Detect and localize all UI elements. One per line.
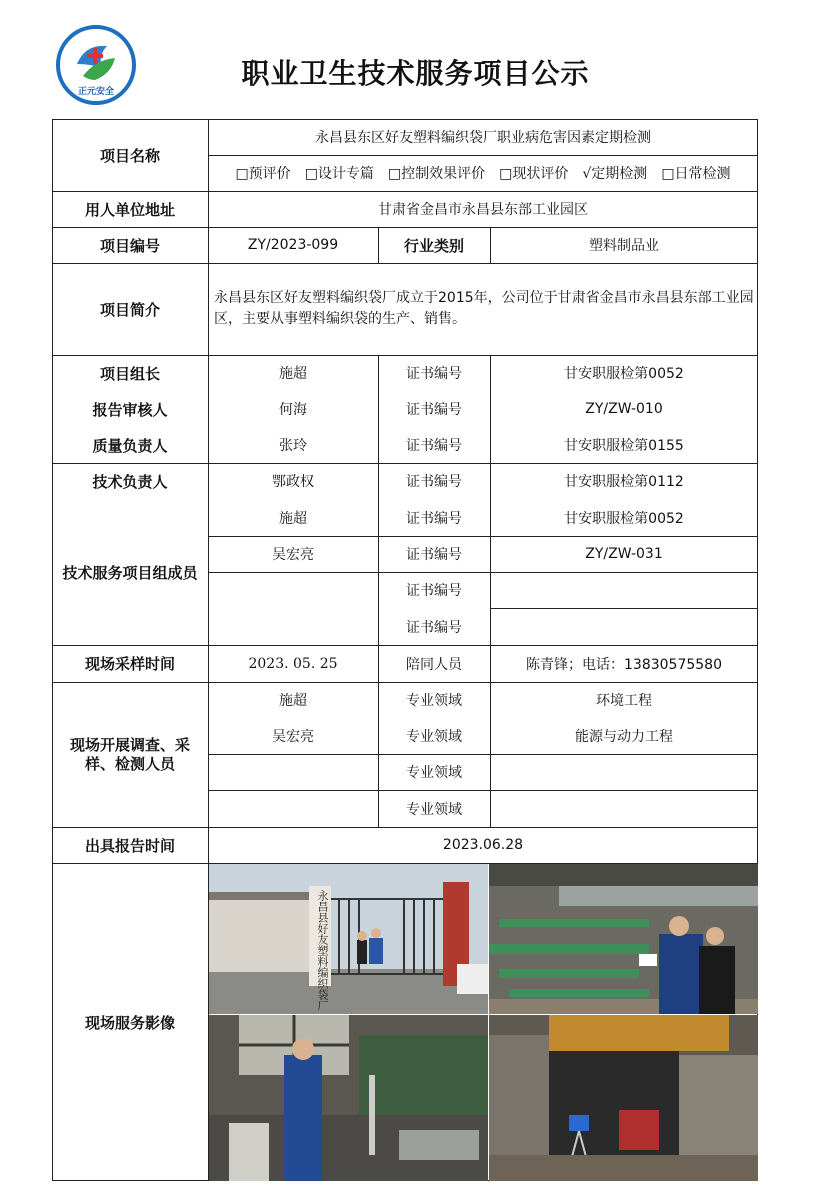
report-date-value: 2023.06.28 bbox=[442, 837, 524, 853]
member-cert-label: 证书编号 bbox=[406, 583, 462, 599]
project-name-label: 项目名称 bbox=[99, 146, 160, 165]
sampling-time-label: 现场采样时间 bbox=[84, 655, 175, 673]
leader-cert: 甘安职服检第0052 bbox=[564, 366, 684, 382]
type-option[interactable]: □预评价 bbox=[235, 166, 291, 182]
field-label: 专业领域 bbox=[406, 729, 462, 745]
project-type-options bbox=[208, 155, 758, 191]
sampling-time-value: 2023. 05. 25 bbox=[248, 655, 338, 672]
quality-cert: 甘安职服检第0155 bbox=[564, 438, 684, 454]
leader-label: 项目组长 bbox=[99, 364, 160, 383]
intro-label: 项目简介 bbox=[99, 300, 160, 319]
member-name bbox=[208, 572, 378, 608]
type-option[interactable]: □日常检测 bbox=[661, 166, 731, 182]
field-people-label: 现场开展调查、采样、检测人员 bbox=[69, 735, 190, 773]
type-option[interactable]: √定期检测 bbox=[582, 166, 648, 182]
quality-cert-label: 证书编号 bbox=[406, 438, 462, 454]
field-value bbox=[490, 754, 758, 790]
tech-label: 技术负责人 bbox=[92, 472, 168, 491]
member-cert-label: 证书编号 bbox=[406, 547, 462, 563]
leader-cert-label: 证书编号 bbox=[406, 366, 462, 382]
photos-label: 现场服务影像 bbox=[84, 1013, 175, 1032]
photo-workshop-inspection bbox=[489, 864, 758, 1014]
reviewer-cert-label: 证书编号 bbox=[406, 402, 462, 418]
intro-value: 永昌县东区好友塑料编织袋厂成立于2015年，公司位于甘肃省金昌市永昌县东部工业园区，主要从事塑料编织袋的生产、销售。 bbox=[214, 290, 754, 327]
address-value: 甘肃省金昌市永昌县东部工业园区 bbox=[378, 202, 588, 218]
field-label: 专业领域 bbox=[406, 693, 462, 709]
quality-label: 质量负责人 bbox=[92, 436, 168, 455]
tech-cert: 甘安职服检第0112 bbox=[564, 474, 684, 490]
tech-name: 鄂政权 bbox=[272, 474, 314, 490]
quality-name: 张玲 bbox=[279, 438, 307, 454]
member-cert: ZY/ZW-031 bbox=[585, 546, 663, 562]
field-person-name bbox=[208, 754, 378, 790]
member-cert bbox=[490, 608, 758, 645]
field-person-name bbox=[208, 790, 378, 827]
member-name: 施超 bbox=[279, 510, 307, 527]
photo-factory-gate bbox=[209, 864, 488, 1014]
field-value: 环境工程 bbox=[596, 693, 652, 709]
reviewer-cert: ZY/ZW-010 bbox=[585, 401, 663, 417]
address-label: 用人单位地址 bbox=[84, 200, 175, 219]
field-label: 专业领域 bbox=[406, 765, 462, 781]
field-label: 专业领域 bbox=[406, 801, 462, 818]
reviewer-label: 报告审核人 bbox=[92, 400, 168, 419]
report-date-label: 出具报告时间 bbox=[84, 836, 175, 855]
companion-label: 陪同人员 bbox=[406, 656, 462, 673]
field-value: 能源与动力工程 bbox=[575, 729, 673, 745]
member-cert-label: 证书编号 bbox=[406, 510, 462, 527]
field-person-name: 吴宏亮 bbox=[272, 729, 314, 745]
photo-sampling-equipment bbox=[209, 1015, 488, 1181]
member-cert-label: 证书编号 bbox=[406, 619, 462, 636]
member-name: 吴宏亮 bbox=[272, 547, 314, 563]
field-value bbox=[490, 790, 758, 827]
industry-label: 行业类别 bbox=[403, 236, 464, 255]
project-number-value: ZY/2023-099 bbox=[247, 237, 339, 253]
leader-name: 施超 bbox=[279, 366, 307, 382]
logo-text: 正元安全 bbox=[77, 87, 114, 97]
type-option[interactable]: □控制效果评价 bbox=[387, 166, 486, 182]
member-name bbox=[208, 608, 378, 645]
reviewer-name: 何海 bbox=[279, 402, 307, 418]
project-number-label: 项目编号 bbox=[99, 236, 160, 255]
industry-value: 塑料制品业 bbox=[589, 238, 659, 254]
tech-cert-label: 证书编号 bbox=[406, 474, 462, 490]
project-name-value: 永昌县东区好友塑料编织袋厂职业病危害因素定期检测 bbox=[315, 130, 651, 146]
member-cert bbox=[490, 572, 758, 608]
photo-machine-detection bbox=[489, 1015, 758, 1181]
gate-sign: 永昌县好友塑料编织袋厂 bbox=[316, 890, 329, 1011]
page-title: 职业卫生技术服务项目公示 bbox=[241, 57, 590, 90]
field-person-name: 施超 bbox=[279, 693, 307, 709]
companion-value: 陈青锋；电话：13830575580 bbox=[526, 656, 722, 673]
members-label: 技术服务项目组成员 bbox=[62, 563, 198, 582]
member-cert: 甘安职服检第0052 bbox=[564, 510, 684, 527]
type-option[interactable]: □现状评价 bbox=[499, 166, 569, 182]
type-option[interactable]: □设计专篇 bbox=[304, 166, 374, 182]
